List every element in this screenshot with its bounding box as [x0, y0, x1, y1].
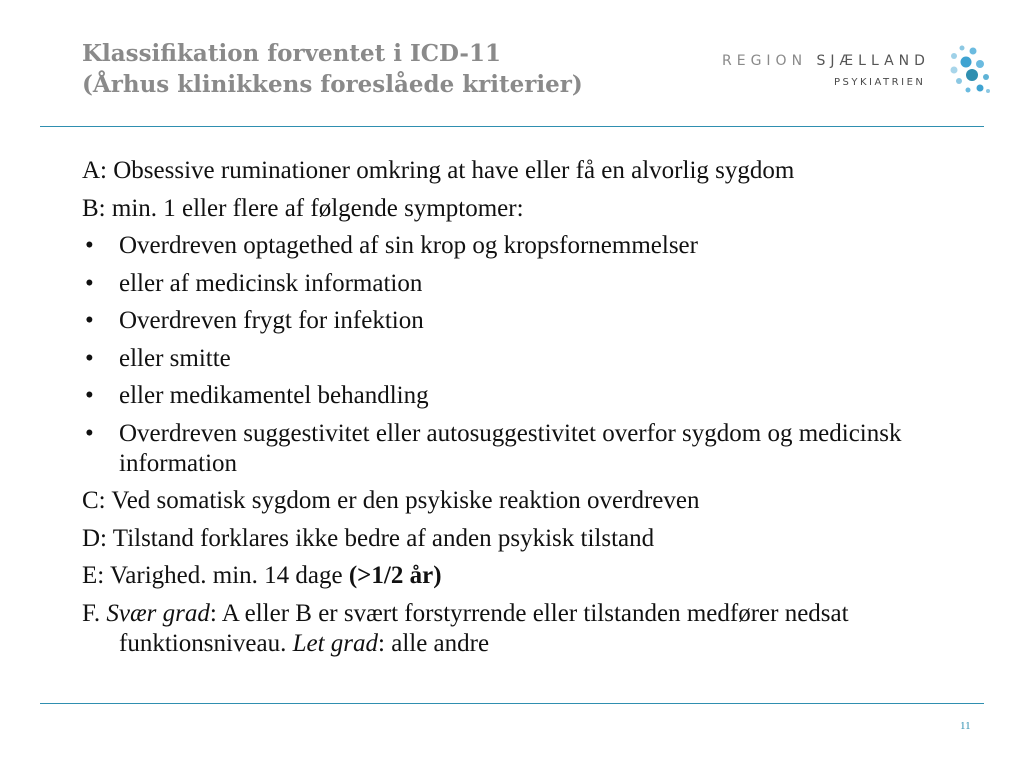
- mild-grade-text: : alle andre: [378, 629, 490, 657]
- page-number: 11: [960, 720, 971, 732]
- list-item: [82, 344, 982, 374]
- list-item-text: Overdreven frygt for infektion: [119, 307, 424, 334]
- criterion-e-text: E: Varighed. min. 14 dage: [82, 562, 349, 589]
- criterion-e-duration: (>1/2 år): [348, 562, 442, 589]
- bullet-icon: •: [85, 419, 94, 447]
- title-line-2: (Århus klinikkens foreslåede kriterier): [82, 71, 583, 98]
- bullet-icon: •: [85, 307, 94, 334]
- criterion-b: B: min. 1 eller flere af følgende symptomer:: [82, 194, 524, 222]
- list-item: [82, 306, 982, 336]
- top-divider: [40, 126, 984, 127]
- bullet-icon: •: [85, 269, 94, 297]
- region-sjaelland-logo: [722, 44, 992, 100]
- logo-wordmark: [722, 53, 930, 69]
- list-item-text: eller af medicinsk information: [119, 269, 423, 297]
- bullet-icon: •: [85, 344, 94, 372]
- list-item-text: eller smitte: [119, 344, 231, 372]
- severe-grade-text: : A eller B er svært forstyrrende eller tilstanden medfører nedsat funktionsniveau.: [119, 599, 849, 657]
- criterion-e: [82, 561, 982, 591]
- bullet-icon: •: [85, 382, 94, 409]
- slide-title: [82, 38, 583, 100]
- logo-sjaelland-text: SJÆLLAND: [816, 53, 930, 69]
- severe-grade-label: Svær grad: [106, 599, 210, 627]
- logo-region-text: REGION: [722, 53, 808, 69]
- criteria-list: [82, 156, 982, 666]
- list-item: [82, 231, 982, 261]
- list-item: [82, 381, 982, 411]
- list-item-text: eller medikamentel behandling: [119, 382, 429, 409]
- list-item-text: Overdreven suggestivitet eller autosuggestivitet overfor sygdom og medicinsk information: [119, 419, 902, 477]
- criterion-d: D: Tilstand forklares ikke bedre af anden psykisk tilstand: [82, 524, 655, 552]
- logo-psykiatrien-text: PSYKIATRIEN: [834, 77, 926, 88]
- criterion-f: [82, 599, 982, 659]
- list-item: [82, 269, 982, 299]
- criterion-a: A: Obsessive ruminationer omkring at have eller få en alvorlig sygdom: [82, 157, 795, 184]
- criterion-c: C: Ved somatisk sygdom er den psykiske reaktion overdreven: [82, 487, 700, 514]
- mild-grade-label: Let grad: [292, 629, 379, 657]
- bullet-icon: •: [85, 232, 94, 259]
- criterion-f-prefix: F.: [82, 599, 107, 627]
- list-item: [82, 419, 982, 479]
- logo-dots-icon: [942, 44, 992, 100]
- list-item-text: Overdreven optagethed af sin krop og kropsfornemmelser: [119, 232, 698, 259]
- bottom-divider: [40, 703, 984, 704]
- title-line-1: Klassifikation forventet i ICD-11: [82, 40, 501, 67]
